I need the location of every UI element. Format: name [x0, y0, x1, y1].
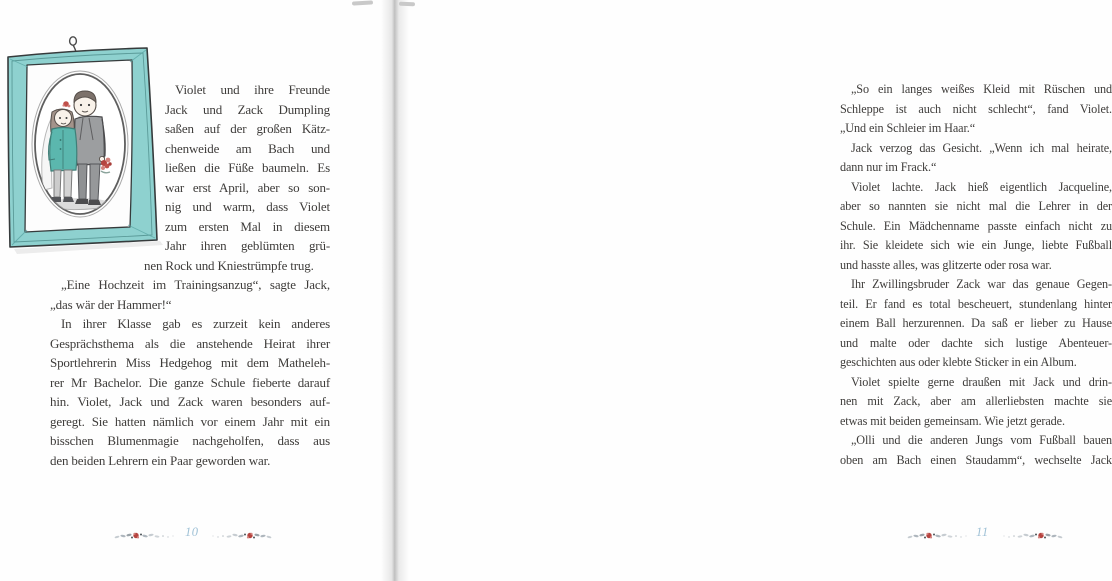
- text-line: Schule. Ein Mädchenname passte einfach nicht zu: [840, 218, 1112, 233]
- text-line: nen Rock und Kniestrümpfe trug.: [144, 257, 314, 273]
- text-line: Violet und ihre Freunde: [175, 82, 330, 97]
- text-line: „So ein langes weißes Kleid mit Rüschen und: [851, 82, 1112, 96]
- text-line: etwas mit beiden gemeinsam. Wie jetzt gerade.: [840, 413, 1065, 428]
- page-number-left: 10: [185, 525, 199, 539]
- paragraph: [50, 314, 330, 470]
- text-line: und hasste alles, was glitzerte oder rosa war.: [840, 257, 1052, 272]
- paragraph: [840, 80, 1112, 139]
- text-line: Jack verzog das Gesicht. „Wenn ich mal heirate,: [851, 140, 1112, 155]
- text-line: hin. Violet, Jack und Zack waren besonders auf-: [50, 394, 330, 409]
- paragraph: [840, 178, 1112, 276]
- text-line: Jahr ihren geblümten grü-: [165, 238, 330, 253]
- text-line: ließen die Füße baumeln. Es: [165, 160, 330, 175]
- text-line: einem Ball herzurennen. Da saß er lieber zu Hause: [840, 316, 1112, 330]
- paragraph: [50, 80, 330, 275]
- page-number-right: 11: [976, 525, 989, 539]
- text-line: saßen auf der großen Kätz-: [165, 121, 330, 136]
- text-line: ihr. Sie kleidete sich wie ein Junge, liebte Fußball: [840, 238, 1112, 252]
- floral-garland-icon: [112, 528, 178, 543]
- text-line: Sportlehrerin Miss Hedgehog mit dem Matheleh-: [50, 355, 330, 370]
- text-line: teil. Er fand es total bescheuert, stundenlang hinter: [840, 296, 1112, 311]
- text-line: Gesprächsthema als die anstehende Heirat ihrer: [50, 335, 330, 351]
- text-line: Violet spielte gerne draußen mit Jack und drin-: [851, 374, 1112, 389]
- right-page: [395, 0, 1112, 581]
- left-page: [0, 0, 395, 581]
- text-line: Jack und Zack Dumpling: [165, 101, 330, 117]
- text-line: und malte oder dachte sich lustige Abenteuer-: [840, 335, 1112, 350]
- text-line: geregt. Sie hatten nämlich vor einem Jahr mit ein: [50, 413, 330, 429]
- floral-garland-icon: [905, 528, 971, 543]
- text-line: den beiden Lehrern ein Paar geworden war.: [50, 452, 271, 468]
- text-line: dann nur im Frack.“: [840, 160, 937, 174]
- text-line: nen mit Zack, aber am allerliebsten machte sie: [840, 394, 1112, 408]
- page-edge-mark: [399, 2, 415, 7]
- floral-garland-icon: [208, 528, 274, 543]
- text-line: zum ersten Mal in diesem: [165, 218, 330, 234]
- text-line: „das wär der Hammer!“: [50, 296, 172, 312]
- text-line: nig und warm, dass Violet: [165, 199, 330, 214]
- paragraph: [840, 373, 1112, 432]
- text-line: In ihrer Klasse gab es zurzeit kein anderes: [61, 316, 330, 331]
- text-line: Violet lachte. Jack hieß eigentlich Jacqueline,: [851, 179, 1112, 194]
- text-line: Ihr Zwillingsbruder Zack war das genaue Gegen-: [851, 277, 1112, 291]
- paragraph: [840, 139, 1112, 178]
- text-line: aber so nannten sie nicht mal die Lehrer in der: [840, 199, 1112, 213]
- floral-garland-icon: [999, 528, 1065, 543]
- text-line: bisschen Blumenmagie nachgeholfen, dass aus: [50, 433, 330, 448]
- text-line: oben am Bach einen Staudamm“, wechselte Jack: [840, 452, 1112, 467]
- text-line: chenweide am Bach und: [165, 140, 330, 156]
- paragraph: [840, 431, 1112, 470]
- text-line: Schleppe ist auch nicht schlecht“, fand Violet.: [840, 101, 1112, 116]
- text-line: rer Mr Bachelor. Die ganze Schule fieberte darauf: [50, 374, 330, 390]
- paragraph: [840, 275, 1112, 373]
- text-line: „Olli und die anderen Jungs vom Fußball bauen: [851, 433, 1112, 447]
- text-line: „Und ein Schleier im Haar.“: [840, 121, 976, 135]
- right-page-text: [840, 80, 1112, 470]
- left-page-text: [50, 80, 330, 470]
- paragraph: [50, 275, 330, 314]
- text-line: „Eine Hochzeit im Trainingsanzug“, sagte Jack,: [61, 277, 330, 292]
- text-line: geschichten aus oder klebte Sticker in ein Album.: [840, 355, 1077, 369]
- text-line: war erst April, aber so son-: [165, 179, 330, 195]
